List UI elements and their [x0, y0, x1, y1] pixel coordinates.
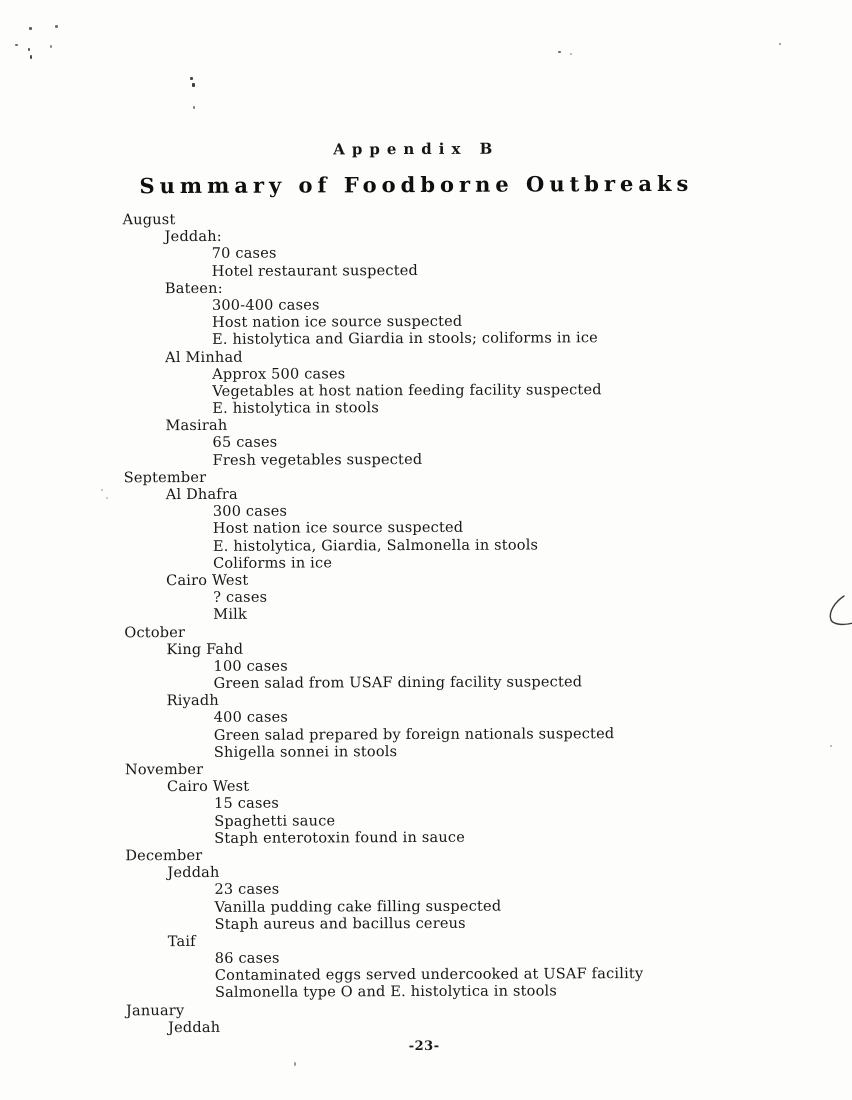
location-label: Cairo West — [166, 572, 249, 590]
location-label: Masirah — [165, 418, 228, 435]
month-label: November — [124, 761, 204, 779]
detail-line: 15 cases — [214, 795, 280, 813]
detail-line: 23 cases — [214, 881, 280, 899]
detail-line: 86 cases — [214, 950, 280, 967]
detail-line: Vegetables at host nation feeding facility suspected — [212, 382, 602, 400]
outbreak-list — [123, 209, 787, 1037]
detail-line: Staph enterotoxin found in sauce — [214, 829, 466, 847]
location-label: Jeddah: — [164, 229, 222, 246]
page-number: -23- — [408, 1038, 440, 1055]
location-label: Riyadh — [166, 693, 219, 710]
detail-line: 300 cases — [212, 503, 288, 521]
detail-line: Fresh vegetables suspected — [212, 451, 423, 469]
detail-line: Approx 500 cases — [212, 366, 346, 383]
detail-line: 400 cases — [213, 710, 289, 727]
month-label: August — [122, 212, 176, 229]
page-title: Summary of Foodborne Outbreaks — [139, 170, 694, 199]
detail-line: Shigella sonnei in stools — [213, 743, 398, 761]
detail-line: Contaminated eggs served undercooked at USAF facility — [214, 966, 644, 985]
detail-line: Spaghetti sauce — [214, 812, 336, 830]
detail-line: Vanilla pudding cake filling suspected — [214, 898, 502, 916]
detail-line: Green salad prepared by foreign nationals suspected — [213, 725, 615, 744]
location-label: Jeddah — [168, 1019, 221, 1036]
detail-line: E. histolytica and Giardia in stools; coliforms in ice — [212, 330, 598, 349]
location-label: Al Minhad — [165, 349, 243, 366]
month-label: September — [123, 469, 207, 487]
detail-line: Staph aureus and bacillus cereus — [214, 915, 466, 933]
detail-line: Host nation ice source suspected — [212, 520, 464, 538]
location-label: King Fahd — [166, 641, 244, 658]
detail-line: Milk — [213, 607, 248, 624]
location-label: Bateen: — [164, 280, 223, 297]
month-label: January — [125, 1002, 185, 1019]
detail-line: 300-400 cases — [211, 297, 320, 314]
detail-line: Salmonella type O and E. histolytica in stools — [214, 983, 558, 1002]
location-label: Cairo West — [166, 778, 250, 796]
detail-line: ? cases — [213, 589, 268, 607]
detail-line: Hotel restaurant suspected — [211, 262, 419, 280]
detail-line: Host nation ice source suspected — [211, 313, 463, 332]
month-label: December — [125, 847, 203, 865]
location-label: Jeddah — [167, 864, 220, 882]
detail-line: 100 cases — [213, 658, 288, 675]
month-label: October — [124, 624, 186, 641]
detail-line: Coliforms in ice — [213, 555, 333, 572]
location-label: Al Dhafra — [165, 486, 238, 504]
detail-line: E. histolytica, Giardia, Salmonella in stools — [212, 537, 539, 555]
detail-line: 65 cases — [212, 435, 278, 452]
detail-line: Green salad from USAF dining facility suspected — [213, 674, 583, 692]
detail-line: E. histolytica in stools — [212, 400, 380, 417]
location-label: Taif — [167, 933, 196, 950]
appendix-label: Appendix B — [333, 139, 500, 159]
detail-line: 70 cases — [211, 245, 277, 263]
